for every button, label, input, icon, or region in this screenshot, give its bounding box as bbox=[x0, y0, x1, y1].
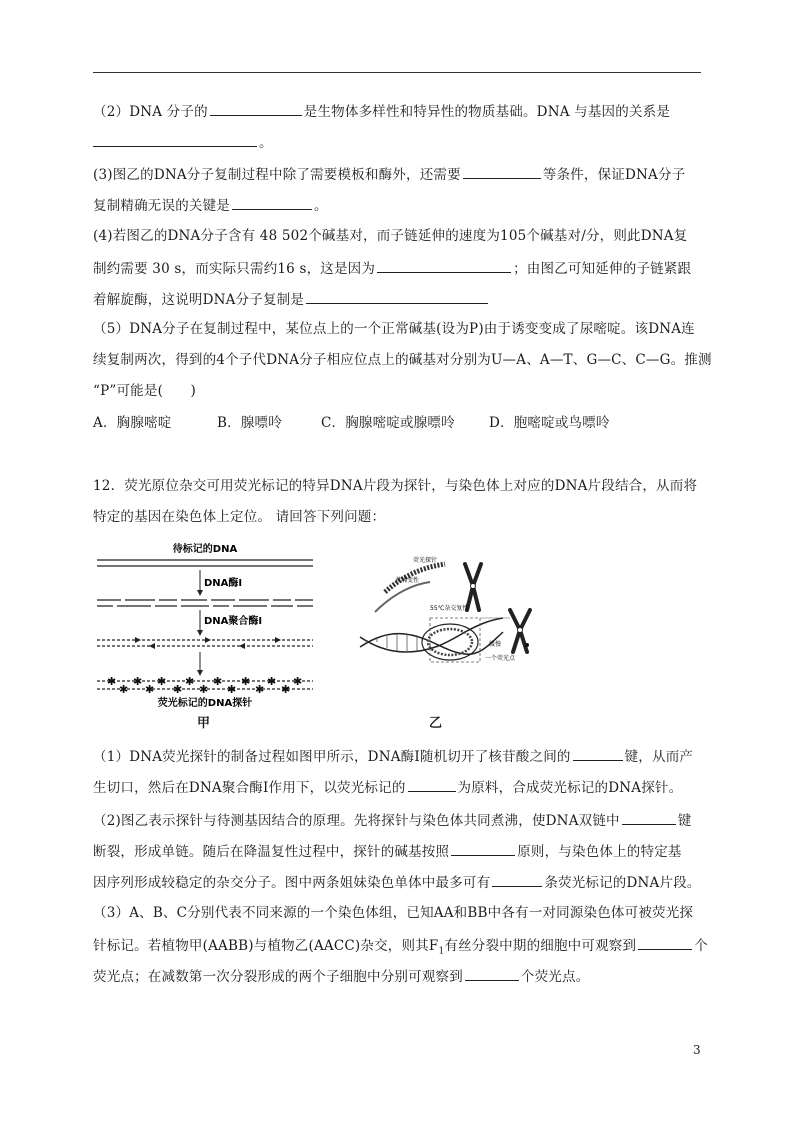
helix-rungs bbox=[367, 634, 417, 652]
answer-blank[interactable] bbox=[451, 841, 515, 856]
fig-yi-label-slow: 缓慢 bbox=[489, 641, 502, 648]
svg-text:✱: ✱ bbox=[185, 675, 195, 688]
arrow-head bbox=[197, 630, 203, 636]
figure-jia-probe-preparation bbox=[95, 540, 315, 710]
answer-blank[interactable] bbox=[492, 872, 542, 887]
svg-text:✱: ✱ bbox=[281, 683, 291, 696]
svg-text:✱: ✱ bbox=[107, 675, 117, 688]
figure-yi-hybridization bbox=[355, 552, 545, 677]
option-c[interactable]: C．胸腺嘧啶或腺嘌呤 bbox=[321, 415, 455, 431]
fig-jia-caption: 甲 bbox=[197, 716, 211, 731]
svg-text:✱: ✱ bbox=[199, 683, 209, 696]
q12-part3-line3: 荧光点；在减数第一次分裂形成的两个子细胞中分别可观察到 个荧光点。 bbox=[93, 966, 589, 986]
fig-yi-label-point: 一个荧光点 bbox=[485, 655, 516, 662]
q12-part2-line3: 因序列形成较稳定的杂交分子。图中两条姐妹染色单体中最多可有 条荧光标记的DNA片段。 bbox=[93, 872, 701, 892]
q11-part5-line3: “P”可能是( ) bbox=[93, 383, 196, 399]
q11-part2-line2: 。 bbox=[93, 132, 273, 152]
answer-blank[interactable] bbox=[463, 164, 541, 179]
answer-blank[interactable] bbox=[638, 935, 692, 950]
svg-text:✱: ✱ bbox=[227, 683, 237, 696]
answer-blank[interactable] bbox=[377, 258, 511, 273]
fluorescent-point bbox=[525, 643, 529, 647]
answer-blank[interactable] bbox=[232, 195, 312, 210]
fig-yi-label-probe: 荧光探针 bbox=[413, 557, 438, 564]
svg-text:✱: ✱ bbox=[267, 675, 277, 688]
svg-text:✱: ✱ bbox=[255, 683, 265, 696]
direction-arrow bbox=[205, 637, 211, 643]
q12-part3-line2: 针标记。若植物甲(AABB)与植物乙(AACC)杂交，则其$F_1$有丝分裂中期的细胞中可观察到 个 bbox=[93, 935, 708, 961]
q12-part1-line2: 生切口，然后在DNA聚合酶Ⅰ作用下，以荧光标记的 为原料，合成荧光标记的DNA探针。 bbox=[93, 777, 682, 797]
answer-blank[interactable] bbox=[408, 777, 456, 792]
direction-arrow bbox=[135, 637, 141, 643]
arrow-head bbox=[197, 590, 203, 596]
fig-jia-top-label: 待标记的DNA bbox=[172, 544, 238, 555]
q11-part5-line2: 续复制两次，得到的4个子代DNA分子相应位点上的碱基对分别为U—A、A—T、G—C、C—G。推测 bbox=[93, 352, 712, 368]
page-number: 3 bbox=[693, 1043, 701, 1057]
svg-text:✱: ✱ bbox=[133, 675, 143, 688]
fig-jia-step2: DNA聚合酶Ⅰ bbox=[204, 616, 263, 627]
header-rule bbox=[93, 72, 701, 73]
centromere bbox=[518, 628, 523, 633]
fig-yi-caption: 乙 bbox=[429, 716, 443, 731]
option-b[interactable]: B．腺嘌呤 bbox=[217, 415, 282, 431]
direction-arrow bbox=[275, 637, 281, 643]
svg-text:✱: ✱ bbox=[157, 675, 167, 688]
q11-part3-line1: (3)图乙的DNA分子复制过程中除了需要模板和酶外，还需要 等条件，保证DNA分子 bbox=[93, 164, 685, 184]
direction-arrow bbox=[239, 643, 245, 649]
hybridized-probe bbox=[428, 629, 472, 655]
q12-part1-line1: （1）DNA荧光探针的制备过程如图甲所示，DNA酶Ⅰ随机切开了核苷酸之间的 键，从而产 bbox=[93, 746, 693, 766]
answer-blank[interactable] bbox=[622, 810, 676, 825]
q11-part2-line1: （2）DNA 分子的 是生物体多样性和特异性的物质基础。DNA 与基因的关系是 bbox=[93, 101, 670, 121]
q12-part2-line2: 断裂，形成单链。随后在降温复性过程中，探针的碱基按照 原则，与染色体上的特定基 bbox=[93, 841, 682, 861]
svg-text:✱: ✱ bbox=[173, 683, 183, 696]
fluorescent-marks bbox=[107, 675, 302, 696]
q11-part4-line2: 制约需要 30 s，而实际只需约16 s，这是因为 ；由图乙可知延伸的子链紧跟 bbox=[93, 258, 691, 278]
answer-blank[interactable] bbox=[573, 746, 623, 761]
answer-blank[interactable] bbox=[306, 289, 488, 304]
svg-text:✱: ✱ bbox=[213, 675, 223, 688]
q12-intro-line1: 12．荧光原位杂交可用荧光标记的特异DNA片段为探针，与染色体上对应的DNA片段结合，从而将 bbox=[93, 478, 698, 494]
q11-options bbox=[93, 414, 610, 432]
fig-yi-label-denature: 煮沸变性 bbox=[395, 577, 420, 584]
fig-jia-bottom-label: 荧光标记的DNA探针 bbox=[157, 698, 253, 709]
svg-text:✱: ✱ bbox=[241, 675, 251, 688]
q11-part4-line3: 着解旋酶，这说明DNA分子复制是 bbox=[93, 289, 490, 309]
q12-part2-line1: （2)图乙表示探针与待测基因结合的原理。先将探针与染色体共同煮沸，使DNA双链中 键 bbox=[93, 810, 691, 830]
svg-text:✱: ✱ bbox=[119, 683, 129, 696]
q11-part4-line1: (4)若图乙的DNA分子含有 48 502个碱基对，而子链延伸的速度为105个碱基对/分，则此DNA复 bbox=[93, 228, 688, 244]
q11-part5-line1: （5）DNA分子在复制过程中，某位点上的一个正常碱基(设为P)由于诱变变成了尿嘧啶。该DNA连 bbox=[93, 321, 695, 337]
option-a[interactable]: A．胸腺嘧啶 bbox=[93, 415, 172, 431]
fig-yi-label-renature: 55℃杂交复性 bbox=[430, 605, 469, 612]
direction-arrow bbox=[149, 643, 155, 649]
answer-blank[interactable] bbox=[93, 132, 257, 147]
single-strand bbox=[375, 582, 430, 612]
arrow-head bbox=[197, 670, 203, 676]
q11-part3-line2: 复制精确无误的关键是 。 bbox=[93, 195, 328, 215]
centromere bbox=[471, 584, 476, 589]
q12-part3-line1: （3）A、B、C分别代表不同来源的一个染色体组，已知AA和BB中各有一对同源染色体可被荧光探 bbox=[93, 905, 694, 921]
fig-jia-step1: DNA酶Ⅰ bbox=[204, 578, 243, 589]
q12-intro-line2: 特定的基因在染色体上定位。 请回答下列问题： bbox=[93, 509, 386, 525]
svg-text:✱: ✱ bbox=[145, 683, 155, 696]
option-d[interactable]: D．胞嘧啶或鸟嘌呤 bbox=[489, 415, 610, 431]
answer-blank[interactable] bbox=[465, 966, 519, 981]
answer-blank[interactable] bbox=[210, 101, 302, 116]
svg-text:✱: ✱ bbox=[293, 675, 303, 688]
